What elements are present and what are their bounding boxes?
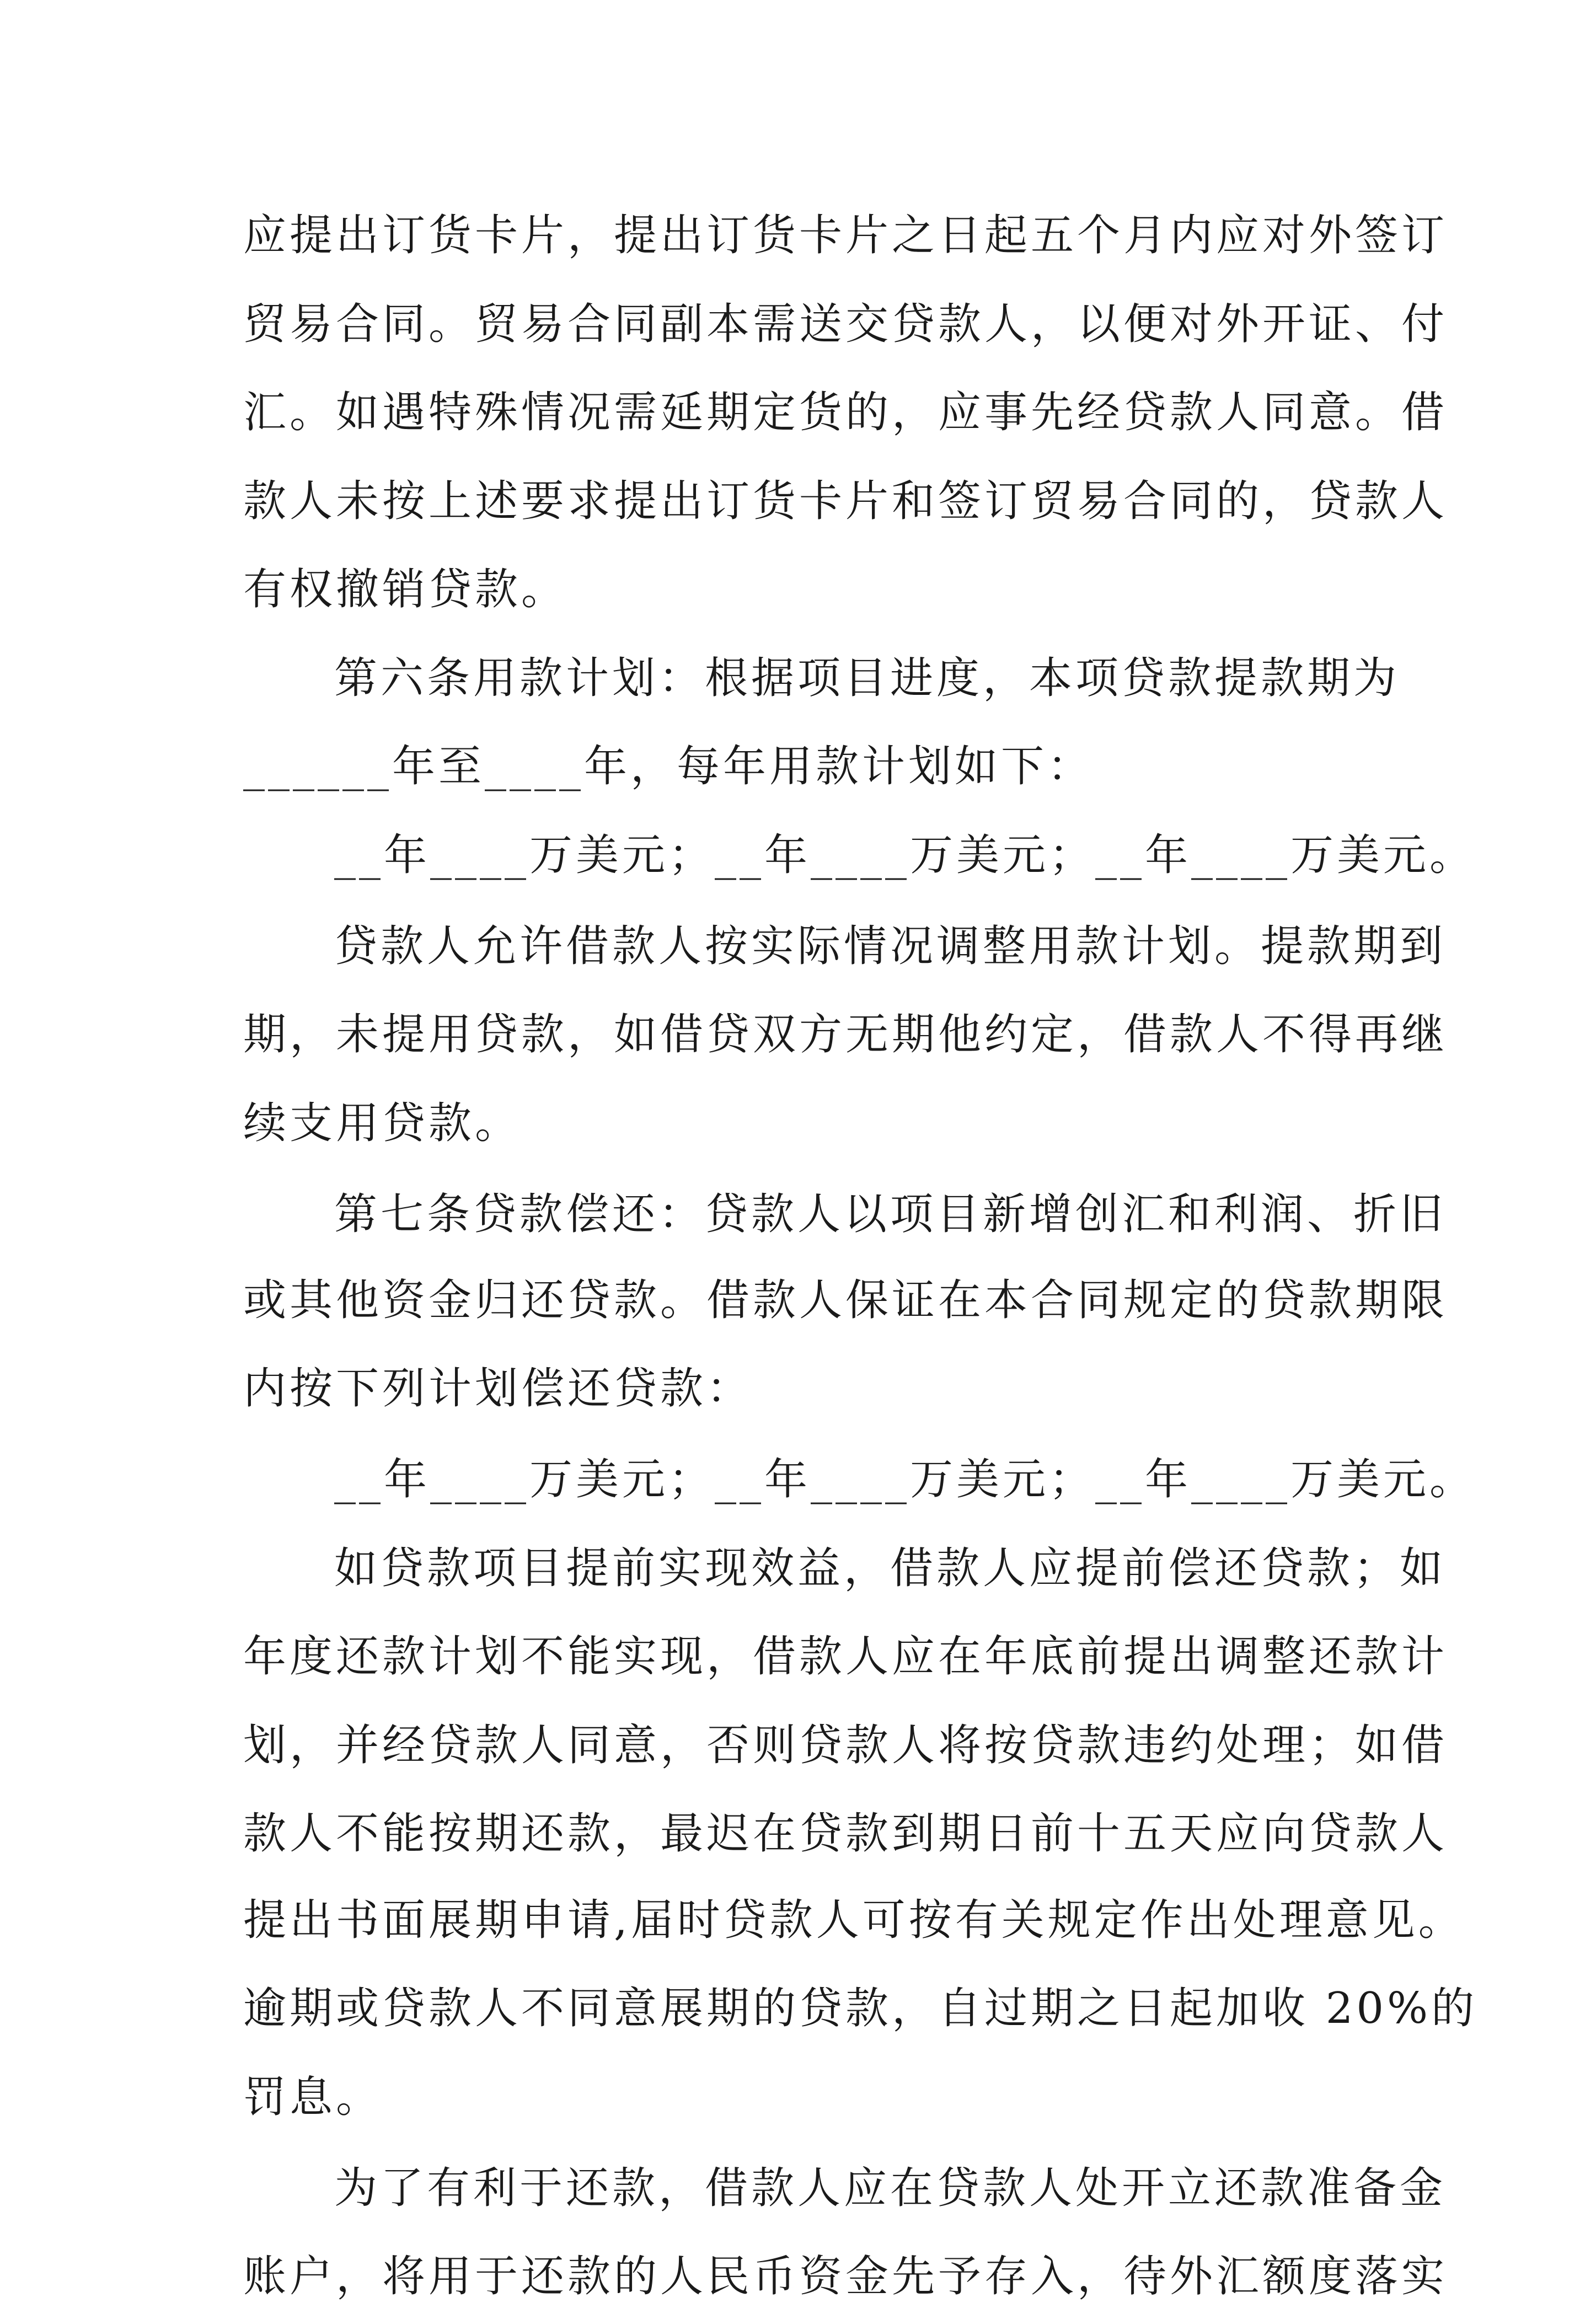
text-line: 或其他资金归还贷款。借款人保证在本合同规定的贷款期限 [243, 1276, 1448, 1325]
text-line: 提出书面展期申请,届时贷款人可按有关规定作出处理意见。 [243, 1895, 1465, 1945]
text-line: ______年至____年，每年用款计划如下： [243, 742, 1094, 791]
text-line: 款人未按上述要求提出订货卡片和签订贸易合同的，贷款人 [243, 476, 1448, 526]
text-line: 划，并经贷款人同意，否则贷款人将按贷款违约处理；如借 [243, 1721, 1448, 1770]
text-line: 应提出订货卡片，提出订货卡片之日起五个月内应对外签订 [243, 211, 1448, 260]
text-line: 贸易合同。贸易合同副本需送交贷款人，以便对外开证、付 [243, 299, 1448, 349]
text-line: 第七条贷款偿还：贷款人以项目新增创汇和利润、折旧 [334, 1190, 1447, 1239]
text-line: 内按下列计划偿还贷款： [243, 1364, 753, 1413]
text-line: 罚息。 [243, 2072, 383, 2122]
text-line: 款人不能按期还款，最迟在贷款到期日前十五天应向贷款人 [243, 1809, 1448, 1859]
document-body [243, 0, 1478, 2301]
text-line: __年____万美元；__年____万美元；__年____万美元。 [334, 1455, 1476, 1504]
text-line: __年____万美元；__年____万美元；__年____万美元。 [334, 831, 1476, 880]
text-line: 账户，将用于还款的人民币资金先予存入，待外汇额度落实 [243, 2252, 1448, 2301]
text-line: 汇。如遇特殊情况需延期定货的，应事先经贷款人同意。借 [243, 388, 1448, 437]
text-line: 为了有利于还款，借款人应在贷款人处开立还款准备金 [334, 2163, 1447, 2213]
text-line: 续支用贷款。 [243, 1099, 522, 1148]
text-line: 有权撤销贷款。 [243, 565, 568, 614]
text-line: 如贷款项目提前实现效益，借款人应提前偿还贷款；如 [334, 1544, 1447, 1593]
text-line: 第六条用款计划：根据项目进度，本项贷款提款期为 [334, 654, 1400, 703]
text-line: 年度还款计划不能实现，借款人应在年底前提出调整还款计 [243, 1632, 1448, 1681]
text-line: 贷款人允许借款人按实际情况调整用款计划。提款期到 [334, 922, 1447, 971]
text-line: 期，未提用贷款，如借贷双方无期他约定，借款人不得再继 [243, 1010, 1448, 1059]
text-line: 逾期或贷款人不同意展期的贷款，自过期之日起加收 20%的 [243, 1984, 1478, 2033]
